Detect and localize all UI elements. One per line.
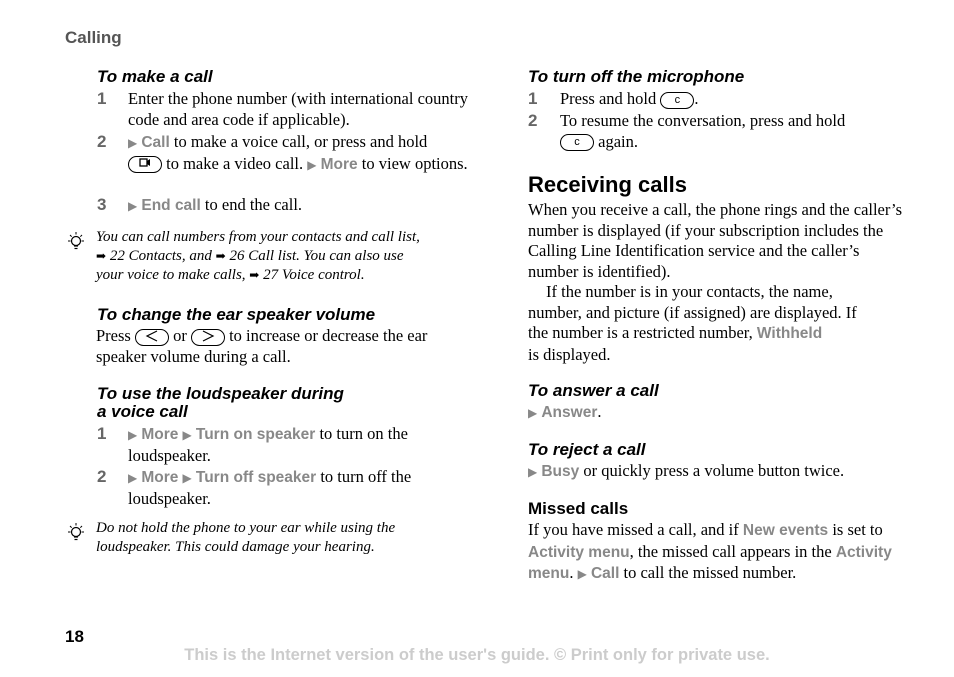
heading-loudspeaker [97,385,344,421]
step-number: 2 [528,111,538,130]
text-part: is displayed. [528,344,611,364]
menu-item-withheld: Withheld [756,325,823,342]
menu-item-activity-menu: Activity menu [528,543,630,561]
heading-ear-volume: To change the ear speaker volume [97,305,376,324]
step-number: 1 [528,89,538,108]
menu-arrow-icon: ▶ [182,471,192,485]
step-text-part: again. [598,131,638,151]
heading-part: To use the loudspeaker during [97,384,344,403]
menu-arrow-icon: ▶ [577,567,587,581]
step-text-part: to make a video call. [166,153,304,173]
cross-reference-arrow-icon: ➡ [96,249,107,263]
heading-make-call: To make a call [97,67,213,86]
menu-arrow-icon: ▶ [128,428,138,442]
step-text [128,467,468,509]
menu-arrow-icon: ▶ [528,465,538,479]
heading-part: a voice call [97,402,188,421]
menu-item-new-events: New events [742,522,829,539]
text-part: Press [96,326,131,345]
section-label: Calling [65,28,122,47]
answer-text [528,402,601,424]
page-number: 18 [65,627,84,646]
tip-text-part: 27 Voice control. [263,267,365,283]
video-call-key-icon [128,156,162,173]
step-text-part: . [694,89,699,108]
menu-arrow-icon: ▶ [307,157,317,172]
step-text [128,195,468,217]
text-part: to call the missed number. [623,563,797,582]
menu-item-answer: Answer [541,404,598,421]
step-number: 2 [97,467,107,486]
step-text-part: to turn off the loudspeaker. [128,467,412,508]
footer-notice: This is the Internet version of the user's guide. © Print only for private use. [184,646,770,664]
tip-text-part: your voice to make calls, [96,267,246,283]
tip-text-part: You can call numbers from your contacts and call list, [96,229,420,245]
step-number: 2 [97,132,107,151]
tip-lightbulb-icon [65,521,87,545]
reject-text [528,461,908,483]
menu-item-more: More [320,155,358,173]
menu-item-turn-off-speaker: Turn off speaker [195,469,317,486]
menu-item-call: Call [141,134,170,151]
step-text [128,424,468,466]
step-text [560,111,890,152]
menu-arrow-icon: ▶ [182,428,192,442]
heading-microphone: To turn off the microphone [528,67,745,86]
step-text-part: Press and hold [560,89,657,108]
heading-reject-call: To reject a call [528,440,646,459]
tip-text-part: 26 Call list. You can also use [229,248,404,264]
menu-item-more: More [141,426,179,443]
cross-reference-arrow-icon: ➡ [249,268,260,282]
volume-down-key-icon [135,329,169,346]
step-text [560,89,900,110]
text-part: is set to [832,520,883,539]
menu-arrow-icon: ▶ [128,199,138,213]
text-part: If you have missed a call, and if [528,520,739,539]
step-number: 1 [97,424,107,443]
menu-item-end-call: End call [141,197,201,214]
step-text-part: to turn on the loudspeaker. [128,424,408,465]
step-text-part: To resume the conversation, press and hold [560,111,846,130]
heading-answer-call: To answer a call [528,381,659,400]
tip-text [96,228,471,285]
heading-missed-calls: Missed calls [528,499,629,518]
receiving-para-1: When you receive a call, the phone rings and the caller’s number is displayed (if your subscription includes the Calling Line Identification service and the caller’s number is identified). [528,200,902,281]
menu-item-turn-on-speaker: Turn on speaker [195,426,316,443]
missed-calls-text [528,520,903,585]
step-text-part: to view options. [361,153,468,173]
ear-volume-text [96,326,471,367]
tip-text: Do not hold the phone to your ear while using the loudspeaker. This could damage your hearing. [96,520,396,555]
c-key-icon: c [660,92,694,109]
text-part: . [569,563,574,582]
text-part: , the missed call appears in the [629,541,832,561]
step-number: 3 [97,195,107,214]
text-part: If the number is in your contacts, the name, number, and picture (if assigned) are displayed. If the number is a restricted number, [528,282,857,342]
c-key-icon: c [560,134,594,151]
menu-item-call: Call [590,565,620,582]
menu-arrow-icon: ▶ [128,471,138,485]
menu-item-activity-menu: Activity menu [528,543,892,582]
heading-receiving-calls: Receiving calls [528,172,687,197]
step-number: 1 [97,89,107,108]
step-text [128,132,473,175]
text-part: or [173,326,187,345]
step-text: Enter the phone number (with international country code and area code if applicable). [128,89,468,129]
tip-text-part: 22 Contacts, and [109,248,212,264]
cross-reference-arrow-icon: ➡ [215,249,226,263]
text-part: to increase or decrease the ear speaker volume during a call. [96,326,428,366]
tip-lightbulb-icon [65,230,87,254]
menu-arrow-icon: ▶ [128,136,138,150]
menu-item-more: More [141,469,179,486]
volume-up-key-icon [191,329,225,346]
text-part: or quickly press a volume button twice. [583,461,845,480]
menu-item-busy: Busy [541,463,580,480]
step-text-part: to make a voice call, or press and hold [173,132,428,151]
step-text-part: to end the call. [204,195,303,214]
receiving-para-2 [528,282,880,365]
text-part: . [597,402,602,421]
menu-arrow-icon: ▶ [528,406,538,420]
